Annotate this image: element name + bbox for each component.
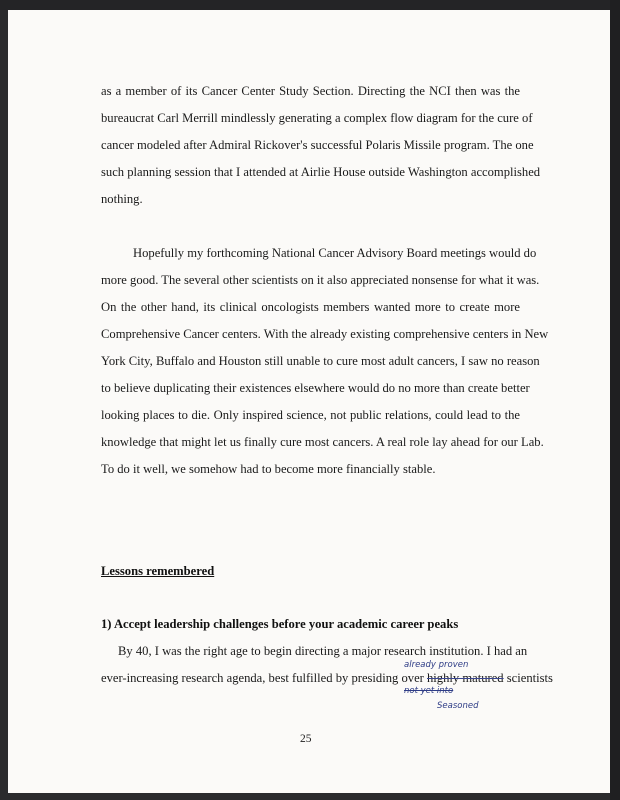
paragraph2-line: York City, Buffalo and Houston still unable to cure most adult cancers, I saw no reason [101, 354, 540, 368]
scan-border-top [0, 0, 620, 10]
paragraph1-line: bureaucrat Carl Merrill mindlessly generating a complex flow diagram for the cure of [101, 111, 533, 125]
handwritten-struck-note: not yet into [404, 686, 454, 696]
struck-text: highly matured [427, 671, 504, 685]
scan-border-right [610, 0, 620, 800]
handwritten-note: Seasoned [437, 701, 479, 711]
lesson-paragraph-line [101, 671, 553, 687]
lesson-paragraph-line: By 40, I was the right age to begin directing a major research institution. I had an [118, 644, 528, 658]
paragraph2-line: more good. The several other scientists on it also appreciated nonsense for what it was. [101, 273, 540, 287]
line-text: scientists [503, 671, 553, 685]
paragraph1-line: nothing. [101, 192, 143, 206]
page-number: 25 [300, 733, 312, 745]
paragraph2-line: On the other hand, its clinical oncologists members wanted more to create more [101, 300, 520, 314]
paragraph2-line: Comprehensive Cancer centers. With the already existing comprehensive centers in New [101, 327, 549, 341]
paragraph1-line: such planning session that I attended at Airlie House outside Washington accomplished [101, 165, 541, 179]
section-heading: Lessons remembered [101, 564, 215, 578]
paragraph2-line: Hopefully my forthcoming National Cancer Advisory Board meetings would do [133, 246, 537, 260]
lesson-heading: 1) Accept leadership challenges before your academic career peaks [101, 617, 459, 631]
paragraph2-line: looking places to die. Only inspired science, not public relations, could lead to the [101, 408, 520, 422]
paragraph1-line: cancer modeled after Admiral Rickover's successful Polaris Missile program. The one [101, 138, 534, 152]
handwritten-insert: already proven [404, 660, 469, 670]
paragraph2-line: knowledge that might let us finally cure most cancers. A real role lay ahead for our Lab. [101, 435, 544, 449]
paragraph2-line: to believe duplicating their existences elsewhere would do no more than create better [101, 381, 530, 395]
paragraph2-line: To do it well, we somehow had to become more financially stable. [101, 462, 436, 476]
line-text: ever-increasing research agenda, best fulfilled by presiding over [101, 671, 427, 685]
paragraph1-line: as a member of its Cancer Center Study Section. Directing the NCI then was the [101, 84, 520, 98]
